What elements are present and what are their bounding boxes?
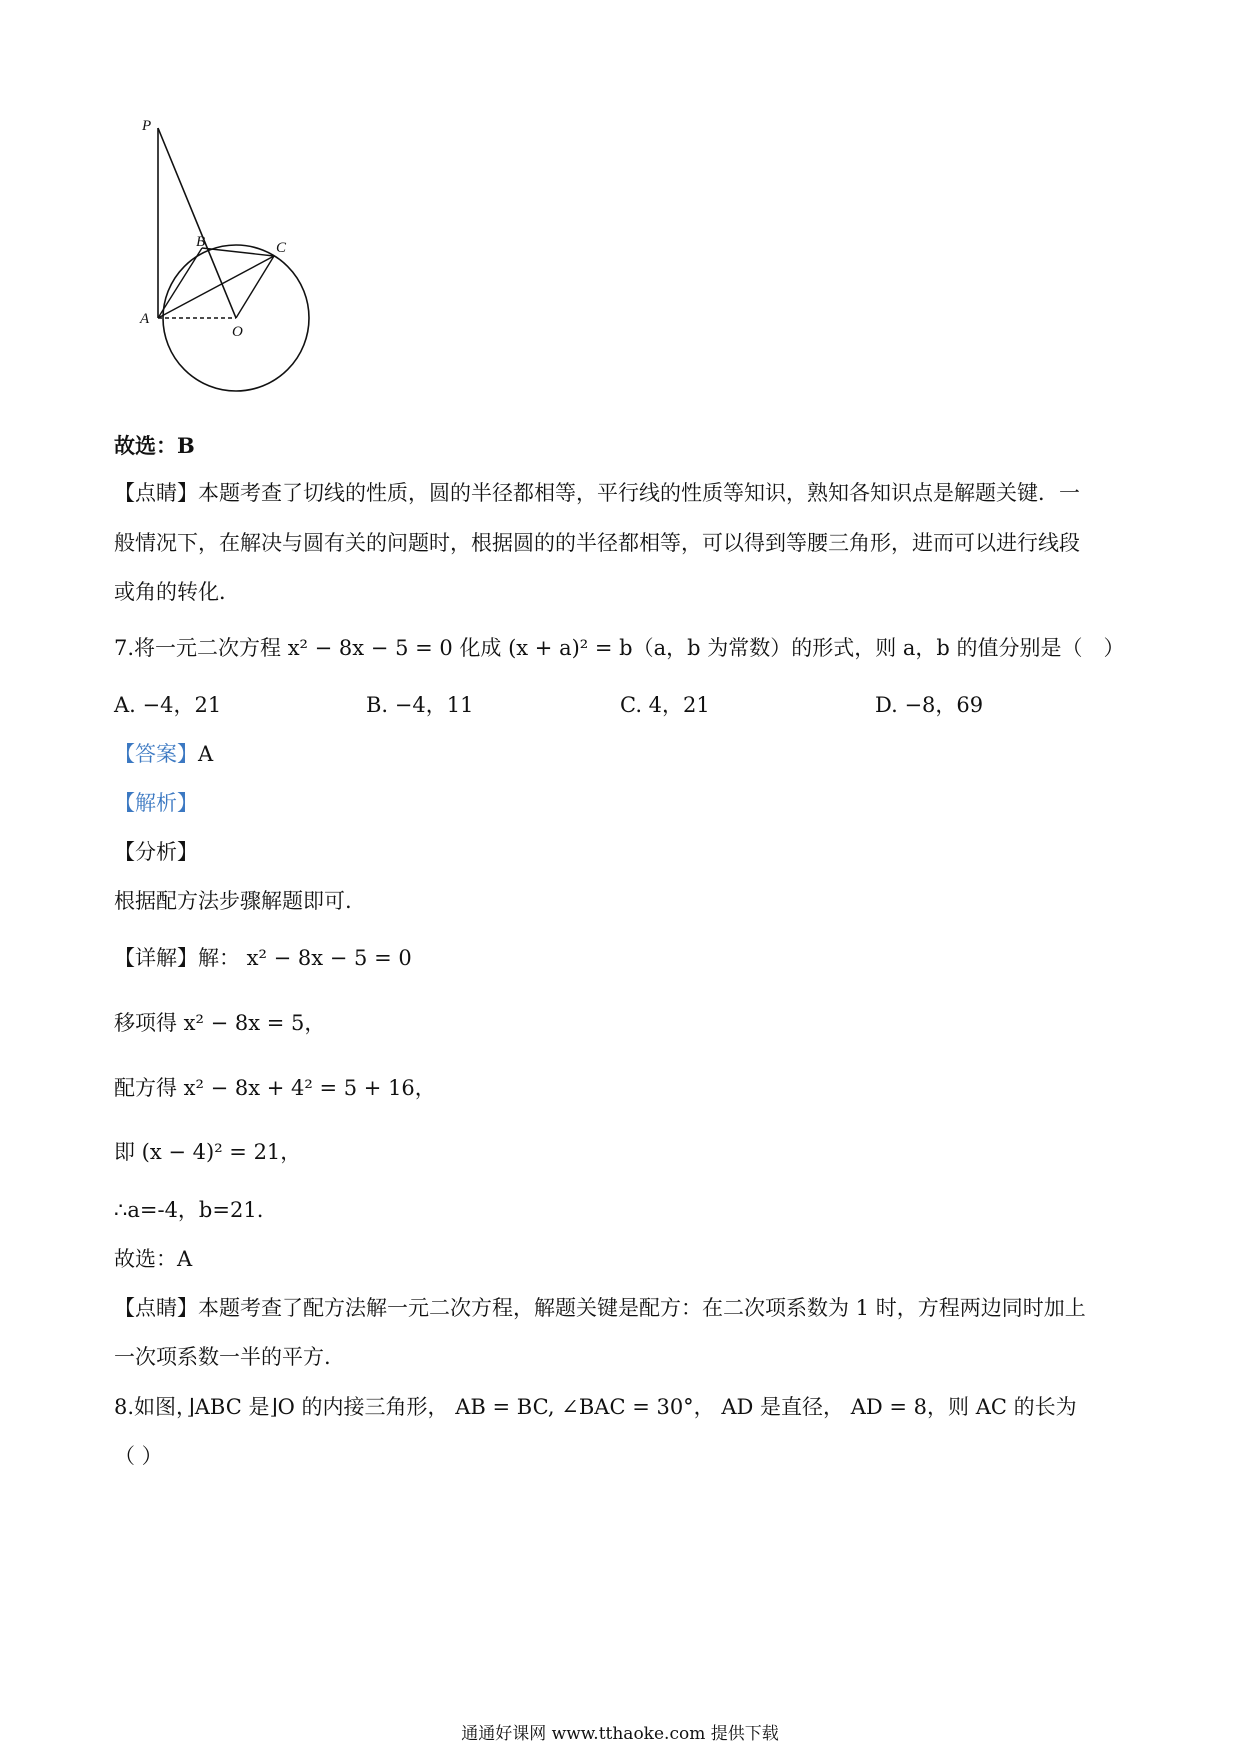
q7-option-b: B. −4，11	[366, 693, 474, 717]
q7-answer	[114, 739, 213, 769]
q7-fenxi-text: 根据配方法步骤解题即可.	[114, 889, 352, 913]
prev-choice: 故选：B	[114, 433, 195, 458]
q7-note-line1: 【点睛】本题考查了配方法解一元二次方程，解题关键是配方：在二次项系数为 1 时，方程两边同时加上	[114, 1296, 1086, 1320]
label-b: B	[196, 234, 206, 250]
geometry-figure	[130, 118, 310, 396]
segment-oc	[236, 256, 274, 318]
q7-option-a: A. −4，21	[114, 693, 222, 717]
label-p: P	[142, 118, 152, 134]
prev-note-line3: 或角的转化．	[114, 580, 240, 604]
page-footer: 通通好课网 www.tthaoke.com 提供下载	[461, 1724, 779, 1744]
q8-stem-line1: 8.如图，⌋ABC 是⌋O 的内接三角形， AB = BC, ∠BAC = 30°， AD 是直径， AD = 8，则 AC 的长为	[114, 1395, 1077, 1419]
label-c: C	[276, 240, 287, 256]
q7-detail: 【详解】解： x² − 8x − 5 = 0	[114, 946, 412, 970]
prev-note-line1: 【点睛】本题考查了切线的性质，圆的半径都相等，平行线的性质等知识，熟知各知识点是解题关键．一	[114, 481, 1080, 505]
label-o: O	[232, 324, 243, 340]
q7-option-d: D. −8，69	[875, 693, 984, 717]
q7-stem: 7.将一元二次方程 x² − 8x − 5 = 0 化成 (x + a)² = b（a，b 为常数）的形式，则 a，b 的值分别是（ ）	[114, 636, 1125, 660]
answer-value: A	[198, 742, 214, 766]
answer-tag: 【答案】	[114, 742, 198, 766]
q7-note-line2: 一次项系数一半的平方.	[114, 1345, 331, 1369]
q7-step1: 移项得 x² − 8x = 5，	[114, 1011, 326, 1035]
q7-fenxi-tag: 【分析】	[114, 840, 198, 864]
q7-analysis-tag: 【解析】	[114, 791, 198, 815]
q7-step4: ∴a=-4，b=21.	[114, 1198, 264, 1222]
segment-ac	[158, 256, 274, 318]
segment-ab	[158, 248, 202, 318]
q7-option-c: C. 4，21	[620, 693, 710, 717]
q8-stem-line2: （ ）	[114, 1444, 163, 1468]
q7-step2: 配方得 x² − 8x + 4² = 5 + 16，	[114, 1076, 436, 1100]
label-a: A	[140, 311, 150, 327]
prev-note-line2: 般情况下，在解决与圆有关的问题时，根据圆的的半径都相等，可以得到等腰三角形，进而可以进行线段	[114, 531, 1080, 555]
segment-bc	[202, 248, 274, 256]
q7-choice: 故选：A	[114, 1247, 193, 1271]
q7-step3: 即 (x − 4)² = 21，	[114, 1140, 302, 1164]
segment-po	[158, 128, 236, 318]
